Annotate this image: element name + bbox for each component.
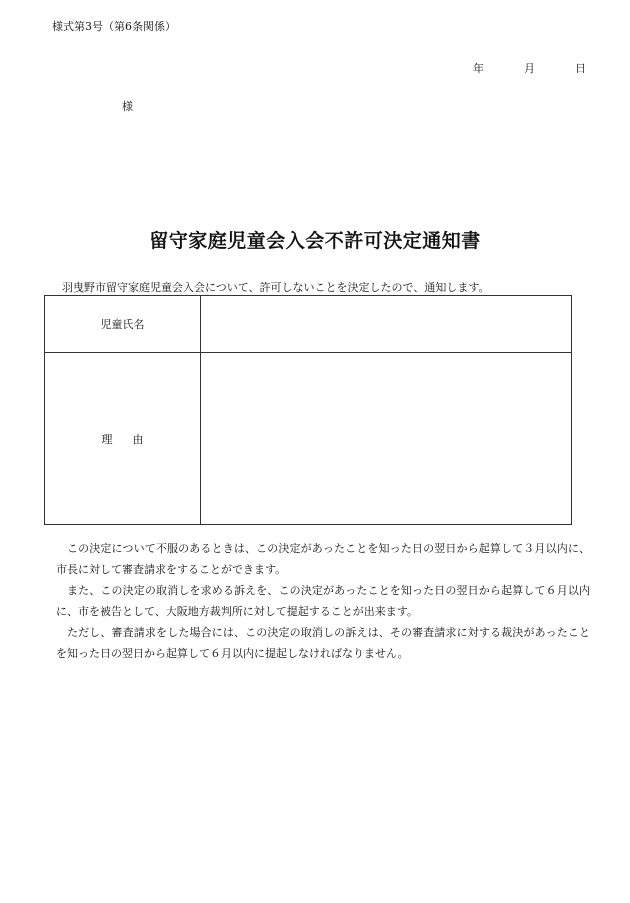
notice-paragraph: ただし、審査請求をした場合には、この決定の取消しの訴えは、その審査請求に対する裁決があったことを知った日の翌日から起算して６月以内に提起しなければなりません。 xyxy=(56,626,590,660)
date-month-label: 月 xyxy=(524,62,535,75)
table-row-reason xyxy=(45,353,572,525)
date-day-label: 日 xyxy=(575,62,586,75)
form-number: 様式第3号（第6条関係） xyxy=(52,20,176,33)
reason-label-text: 理由 xyxy=(101,432,164,446)
reason-label xyxy=(45,353,201,525)
date-row xyxy=(0,60,586,76)
notice-paragraph: この決定について不服のあるときは、この決定があったことを知った日の翌日から起算して３月以内に、市長に対して審査請求をすることができます。 xyxy=(56,542,590,576)
reason-field[interactable] xyxy=(201,353,572,525)
document-title: 留守家庭児童会入会不許可決定通知書 xyxy=(149,230,481,252)
addressee-suffix: 様 xyxy=(122,100,133,113)
child-name-label xyxy=(45,296,201,353)
info-table xyxy=(44,295,572,525)
intro-text: 羽曳野市留守家庭児童会入会について、許可しないことを決定したので、通知します。 xyxy=(62,281,490,294)
notice-paragraph: また、この決定の取消しを求める訴えを、この決定があったことを知った日の翌日から起算して６月以内に、市を被告として、大阪地方裁判所に対して提起することが出来ます。 xyxy=(56,584,590,618)
table-row-child-name xyxy=(45,296,572,353)
child-name-field[interactable] xyxy=(201,296,572,353)
date-year-label: 年 xyxy=(473,62,484,75)
notice-section xyxy=(56,538,590,664)
child-name-label-text: 児童氏名 xyxy=(100,318,145,331)
